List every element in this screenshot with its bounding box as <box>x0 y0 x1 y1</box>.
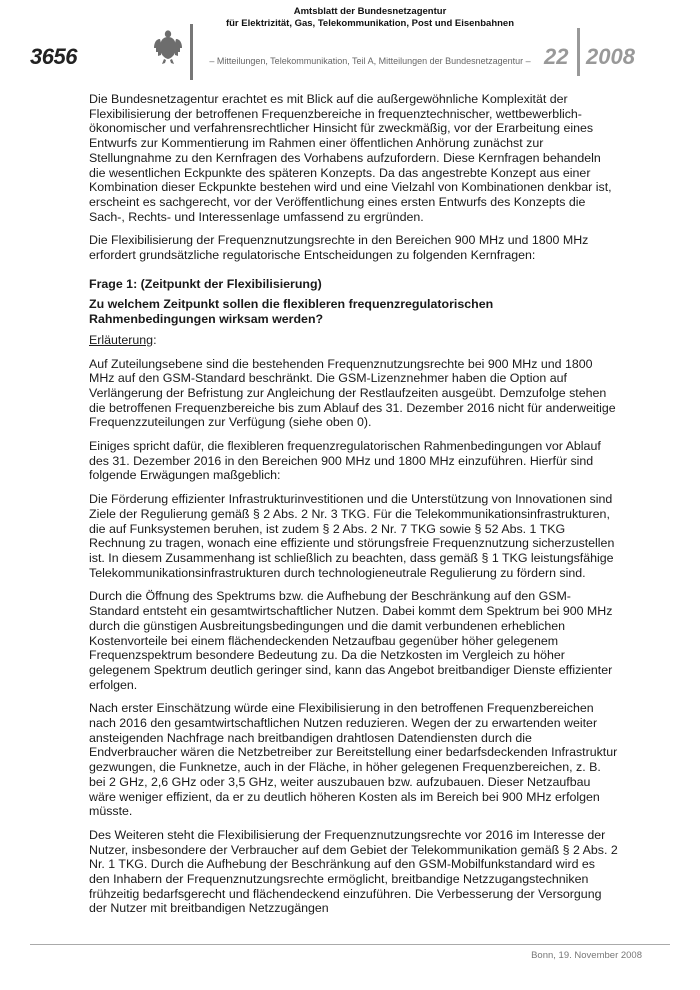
paragraph-spectrum-opening: Durch die Öffnung des Spektrums bzw. die Aufhebung der Beschränkung auf den GSM-Standard entsteht ein gesamtwirtschaftlicher Nutzen. Dabei kommt dem Spektrum bei 900 MHz durch die günstigen Ausbreitungsbedingungen und die damit verbundenen erheblichen Kostenvorteile bei einem flächendeckenden Netzaufbau gegenüber höher gelegenem Frequenzspektrum besondere Bedeutung zu. Da die Netzkosten im Vergleich zu höher gelegenem Spektrum deutlich geringer sind, kann das Angebot breitbandiger Dienste effizienter erfolgen. <box>89 589 613 692</box>
explanation-label: Erläuterung <box>89 332 154 347</box>
question-heading: Frage 1: (Zeitpunkt der Flexibilisierung) <box>89 276 322 291</box>
issue-number: 22 <box>544 44 569 69</box>
paragraph-early-introduction: Einiges spricht dafür, die flexibleren frequenzregulatorischen Rahmenbedingungen vor Ablauf des 31. Dezember 2016 in den Bereichen 900 MHz und 1800 MHz einzuführen. Hierfür sind folgende Erwägungen maßgeblich: <box>89 439 601 483</box>
page-number: 3656 <box>30 44 77 69</box>
paragraph-user-interest: Des Weiteren steht die Flexibilisierung der Frequenznutzungsrechte vor 2016 im Interesse der Nutzer, insbesondere der Verbraucher auf dem Gebiet der Telekommunikation gemäß § 2 Abs. 2 Nr. 1 TKG. Durch die Aufhebung der Beschränkung auf den GSM-Mobilfunkstandard wird es den Inhabern der Frequenznutzungsrechte ermöglicht, breitbandige Netzzugangstechniken frühzeitig bedarfsgerecht und flächendeckend einzuführen. Die Verbesserung der Versorgung der Nutzer mit breitbandigen Netzzugängen <box>89 827 618 916</box>
issue-divider <box>577 28 580 76</box>
document-body <box>89 92 619 925</box>
header-divider <box>190 24 193 80</box>
paragraph-core-questions: Die Flexibilisierung der Frequenznutzungsrechte in den Bereichen 900 MHz und 1800 MHz erfordert grundsätzliche regulatorische Entscheidungen zu folgenden Kernfragen: <box>89 233 589 263</box>
footer-divider <box>30 944 670 945</box>
gazette-title-line1: Amtsblatt der Bundesnetzagentur <box>293 6 447 17</box>
footer-place-date: Bonn, 19. November 2008 <box>531 950 642 961</box>
issue-year: 2008 <box>586 44 635 69</box>
gazette-title <box>200 6 540 30</box>
question-text: Zu welchem Zeitpunkt sollen die flexibleren frequenzregulatorischen Rahmenbedingungen wirksam werden? <box>89 297 494 327</box>
paragraph-after-2016: Nach erster Einschätzung würde eine Flexibilisierung in den betroffenen Frequenzbereichen nach 2016 den gesamtwirtschaftlichen Nutzen reduzieren. Wegen der zu erwartenden weiter ansteigenden Nachfrage nach breitbandigen drahtlosen Datendiensten durch die Endverbraucher wären die Netzbetreiber zur Bereitstellung einer bedarfsdeckenden Infrastruktur gezwungen, die Funknetze, auch in der Fläche, in höher gelegenen Frequenzbereichen, z. B. bei 2 GHz, 2,6 GHz oder 3,5 GHz, weiter auszubauen bzw. aufzubauen. Dieser Netzaufbau wäre weniger effizient, da er zu deutlich höheren Kosten als im Bereich bei 900 MHz erfolgen müsste. <box>89 701 618 819</box>
federal-eagle-icon <box>153 26 183 66</box>
paragraph-allocation: Auf Zuteilungsebene sind die bestehenden Frequenznutzungsrechte bei 900 MHz und 1800 MHz auf den GSM-Standard beschränkt. Die GSM-Lizenznehmer haben die Option auf Verlängerung der Befristung zur Angleichung der Restlaufzeiten ausgeübt. Demzufolge stehen die betroffenen Frequenzbereiche bis zum Ablauf des 31. Dezember 2016 nicht für anderweitige Frequenzzuteilungen zur Verfügung (siehe oben 0). <box>89 356 616 430</box>
explanation-label-line <box>89 333 619 348</box>
explanation-colon: : <box>153 332 157 347</box>
paragraph-intro: Die Bundesnetzagentur erachtet es mit Blick auf die außergewöhnliche Komplexität der Flexibilisierung der betroffenen Frequenzbereiche in frequenztechnischer, wettbewerblich-ökonomischer und verfahrensrechtlicher Hinsicht für zweckmäßig, vor der Erarbeitung eines Entwurfs zur Kommentierung im Rahmen einer öffentlichen Anhörung zunächst zur Stellungnahme zu den Kernfragen des Vorhabens aufzufordern. Diese Kernfragen behandeln die wesentlichen Eckpunkte des späteren Konzepts. Da das angestrebte Konzept aus einer Kombination dieser Eckpunkte bestehen wird und eine Vielzahl von Kombinationen denkbar ist, erscheint es sachgerecht, vor der Veröffentlichung eines ersten Entwurfs des Konzepts die Sach-, Rechts- und Interessenlage umfassend zu ergründen. <box>89 92 612 224</box>
gazette-subtitle: – Mitteilungen, Telekommunikation, Teil A, Mitteilungen der Bundesnetzagentur – <box>209 56 531 66</box>
paragraph-regulation-goals: Die Förderung effizienter Infrastrukturinvestitionen und die Unterstützung von Innovationen sind Ziele der Regulierung gemäß § 2 Abs. 2 Nr. 3 TKG. Für die Telekommunikationsinfrastrukturen, die auf Funksystemen beruhen, ist zudem § 2 Abs. 2 Nr. 7 TKG sowie § 52 Abs. 1 TKG Rechnung zu tragen, wonach eine effiziente und störungsfreie Frequenznutzung sicherzustellen ist. In diesem Zusammenhang ist schließlich zu beachten, dass gemäß § 1 TKG leistungsfähige Telekommunikationsinfrastrukturen durch technologieneutrale Regulierung zu fördern sind. <box>89 492 615 580</box>
gazette-title-line2: für Elektrizität, Gas, Telekommunikation, Post und Eisenbahnen <box>225 18 515 29</box>
